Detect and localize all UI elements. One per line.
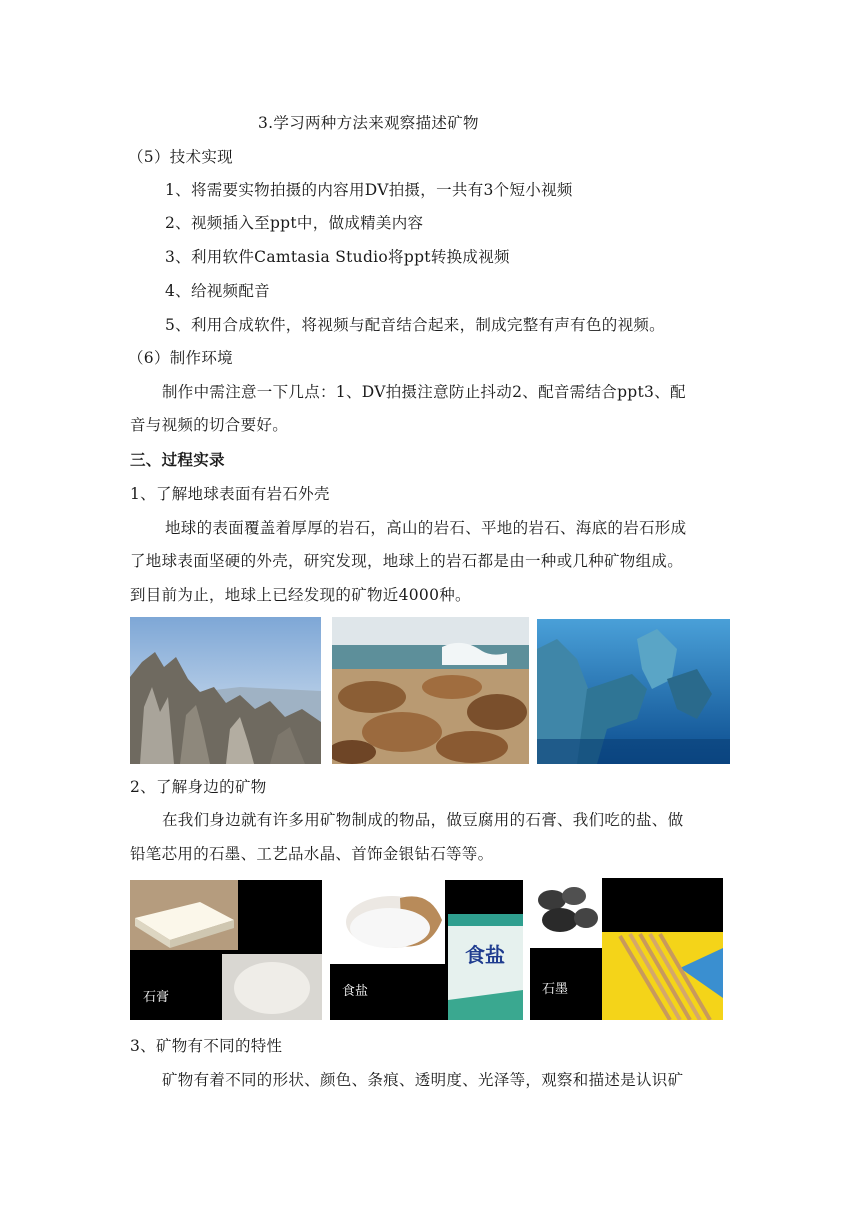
tech-item: 4、给视频配音 <box>165 282 270 300</box>
salt-caption: 食盐 <box>342 984 369 999</box>
tech-heading: （5）技术实现 <box>128 148 233 166</box>
part3-paragraph-line: 矿物有着不同的形状、颜色、条痕、透明度、光泽等，观察和描述是认识矿 <box>162 1071 684 1089</box>
part1-paragraph-line: 到目前为止，地球上已经发现的矿物近4000种。 <box>130 586 471 604</box>
section-title: 3.学习两种方法来观察描述矿物 <box>258 114 479 132</box>
env-heading: （6）制作环境 <box>128 349 233 367</box>
part2-title: 2、了解身边的矿物 <box>130 778 267 796</box>
graphite-caption: 石墨 <box>542 982 569 997</box>
gypsum-caption: 石膏 <box>143 990 170 1005</box>
part1-paragraph-line: 了地球表面坚硬的外壳，研究发现，地球上的岩石都是由一种或几种矿物组成。 <box>130 552 684 570</box>
env-line: 音与视频的切合要好。 <box>130 416 289 434</box>
gypsum-photo <box>130 880 322 1020</box>
graphite-photo <box>530 878 723 1020</box>
salt-photo <box>330 880 523 1020</box>
salt-bag-label: 食盐 <box>465 943 505 967</box>
part2-paragraph-line: 在我们身边就有许多用矿物制成的物品，做豆腐用的石膏、我们吃的盐、做 <box>162 811 684 829</box>
tech-item: 3、利用软件Camtasia Studio将ppt转换成视频 <box>165 248 510 266</box>
part2-paragraph-line: 铅笔芯用的石墨、工艺品水晶、首饰金银钻石等等。 <box>130 845 494 863</box>
part3-title: 3、矿物有不同的特性 <box>130 1037 283 1055</box>
mountain-rock-photo <box>130 617 321 764</box>
tech-item: 2、视频插入至ppt中，做成精美内容 <box>165 214 424 232</box>
part1-paragraph-line: 地球的表面覆盖着厚厚的岩石，高山的岩石、平地的岩石、海底的岩石形成 <box>165 519 687 537</box>
process-heading: 三、过程实录 <box>130 451 225 469</box>
env-line: 制作中需注意一下几点：1、DV拍摄注意防止抖动2、配音需结合ppt3、配 <box>162 383 686 401</box>
tech-item: 1、将需要实物拍摄的内容用DV拍摄，一共有3个短小视频 <box>165 181 573 199</box>
part1-title: 1、了解地球表面有岩石外壳 <box>130 485 330 503</box>
tech-item: 5、利用合成软件，将视频与配音结合起来，制成完整有声有色的视频。 <box>165 316 665 334</box>
seabed-rock-photo <box>537 619 730 764</box>
coastal-rock-photo <box>332 617 529 764</box>
